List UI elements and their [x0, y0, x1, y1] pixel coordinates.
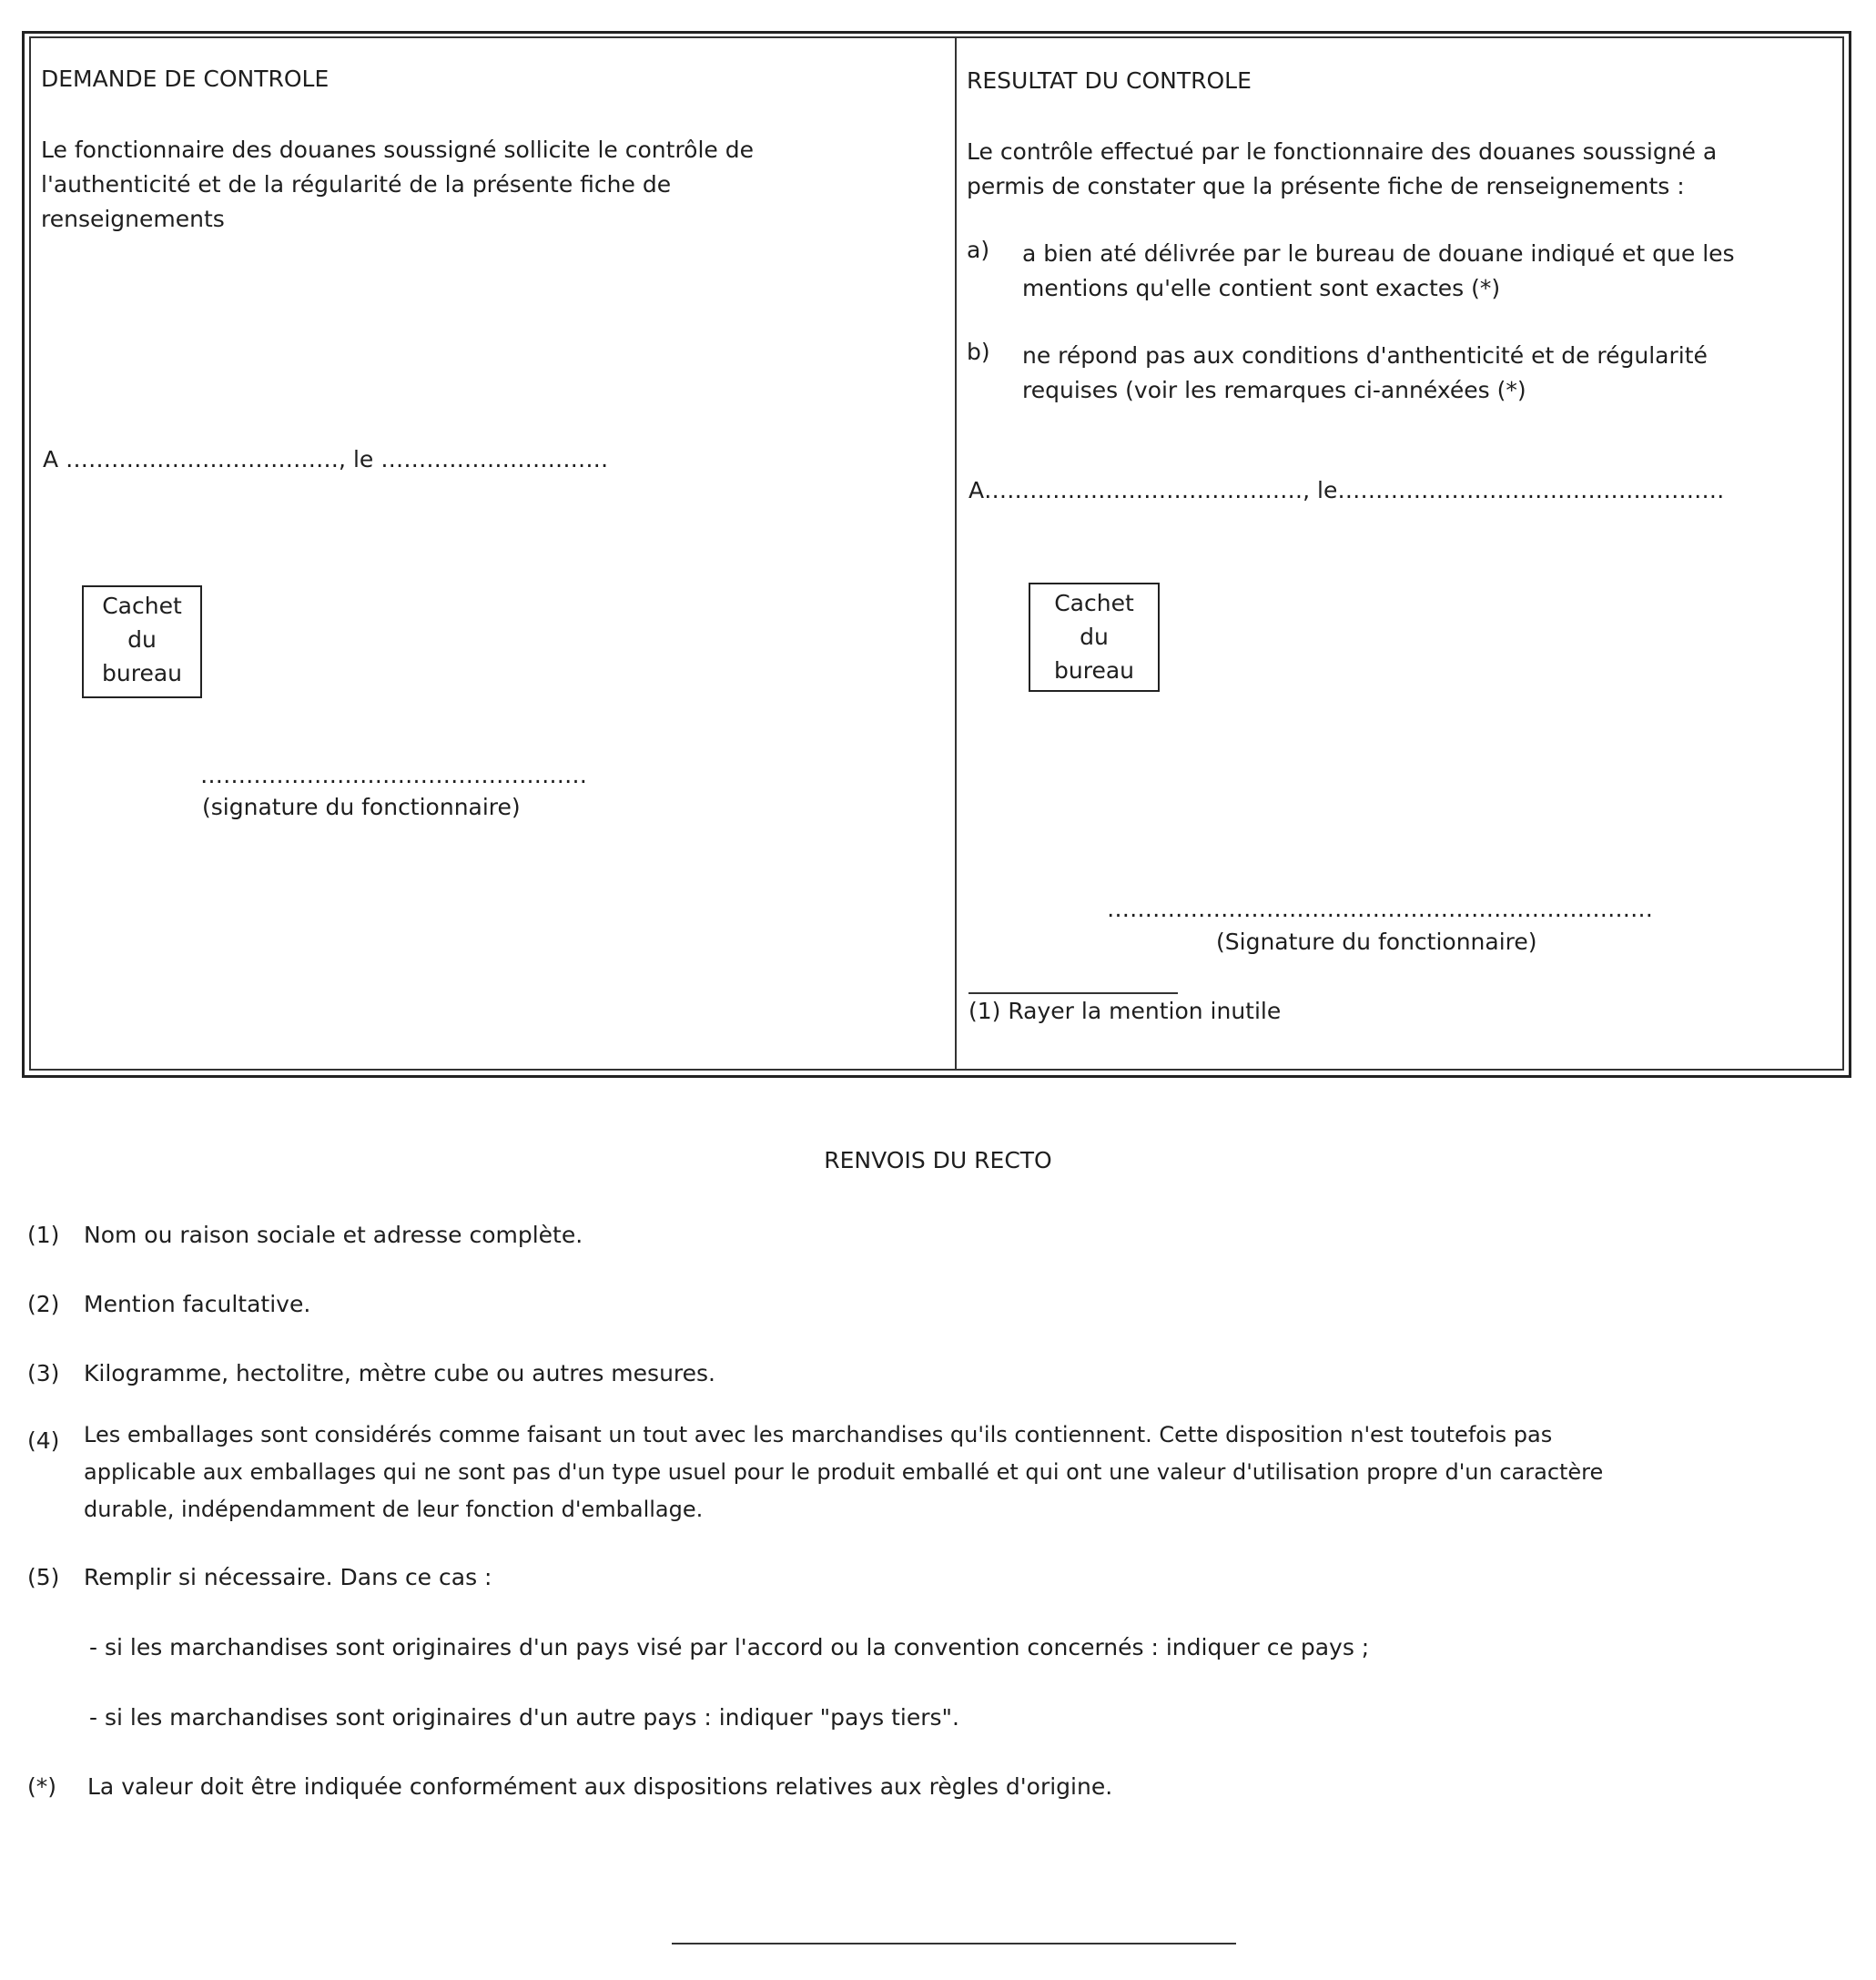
option-a-marker: a): [967, 237, 990, 263]
note-text: Kilogramme, hectolitre, mètre cube ou autres mesures.: [84, 1360, 715, 1386]
text-line: mentions qu'elle contient sont exactes (*): [1022, 275, 1501, 301]
text-line: applicable aux emballages qui ne sont pas d'un type usuel pour le produit emballé et qui ont une valeur d'utilisation propre d'un caractère: [84, 1459, 1604, 1485]
option-a-text: [1022, 237, 1735, 306]
right-panel-text: [967, 135, 1717, 204]
note-text-multiline: [84, 1416, 1603, 1528]
text-line: ne répond pas aux conditions d'anthenticité et de régularité: [1022, 342, 1708, 369]
left-signature-line: ……………………………………………: [200, 762, 587, 788]
form-column-divider: [955, 36, 957, 1071]
text-line: l'authenticité et de la régularité de la présente fiche de: [41, 171, 672, 198]
left-panel-title: DEMANDE DE CONTROLE: [41, 66, 330, 92]
option-b-marker: b): [967, 339, 990, 365]
stamp-line: Cachet: [1054, 590, 1134, 616]
text-line: requises (voir les remarques ci-annéxées (*): [1022, 377, 1526, 403]
right-panel-title: RESULTAT DU CONTROLE: [967, 67, 1252, 94]
text-line: Les emballages sont considérés comme faisant un tout avec les marchandises qu'ils contiennent. Cette disposition n'est toutefois pas: [84, 1422, 1553, 1447]
text-line: Le fonctionnaire des douanes soussigné sollicite le contrôle de: [41, 137, 754, 163]
text-line: renseignements: [41, 206, 225, 232]
footnote-rule: [968, 992, 1178, 994]
note-marker: (*): [27, 1773, 57, 1800]
stamp-line: du: [1080, 624, 1109, 650]
stamp-line: bureau: [102, 660, 182, 686]
renvois-title: RENVOIS DU RECTO: [824, 1147, 1052, 1173]
note-text: Remplir si nécessaire. Dans ce cas :: [84, 1564, 492, 1590]
stamp-line: du: [127, 626, 157, 653]
note-text: Nom ou raison sociale et adresse complète.: [84, 1222, 583, 1248]
right-office-stamp-box: [1029, 583, 1160, 692]
closing-rule: [672, 1943, 1236, 1944]
note-marker: (4): [27, 1427, 60, 1454]
right-place-date-field: A……………………………………, le……………………………………………: [968, 477, 1725, 503]
note-marker: (1): [27, 1222, 60, 1248]
note-marker: (2): [27, 1291, 60, 1317]
sub-item: - si les marchandises sont originaires d'un pays visé par l'accord ou la convention concernés : indiquer ce pays ;: [89, 1634, 1370, 1660]
stamp-line: Cachet: [102, 593, 182, 619]
note-text: La valeur doit être indiquée conformément aux dispositions relatives aux règles d'origine.: [87, 1773, 1113, 1800]
right-signature-line: ………………………………………………………………: [1107, 896, 1653, 922]
note-marker: (3): [27, 1360, 60, 1386]
text-line: Le contrôle effectué par le fonctionnaire des douanes soussigné a: [967, 138, 1718, 165]
text-line: durable, indépendamment de leur fonction d'emballage.: [84, 1497, 704, 1522]
stamp-line: bureau: [1054, 657, 1134, 684]
option-b-text: [1022, 339, 1708, 408]
left-place-date-field: A ………………………………, le …………………………: [43, 446, 609, 472]
left-office-stamp-box: [82, 585, 202, 698]
text-line: a bien até délivrée par le bureau de douane indiqué et que les: [1022, 240, 1735, 267]
left-signature-label: (signature du fonctionnaire): [202, 794, 521, 820]
right-signature-label: (Signature du fonctionnaire): [1216, 929, 1537, 955]
sub-item: - si les marchandises sont originaires d'un autre pays : indiquer "pays tiers".: [89, 1704, 959, 1731]
right-footnote: (1) Rayer la mention inutile: [968, 998, 1282, 1024]
note-marker: (5): [27, 1564, 60, 1590]
text-line: permis de constater que la présente fiche de renseignements :: [967, 173, 1685, 199]
note-text: Mention facultative.: [84, 1291, 311, 1317]
left-panel-text: [41, 133, 754, 237]
